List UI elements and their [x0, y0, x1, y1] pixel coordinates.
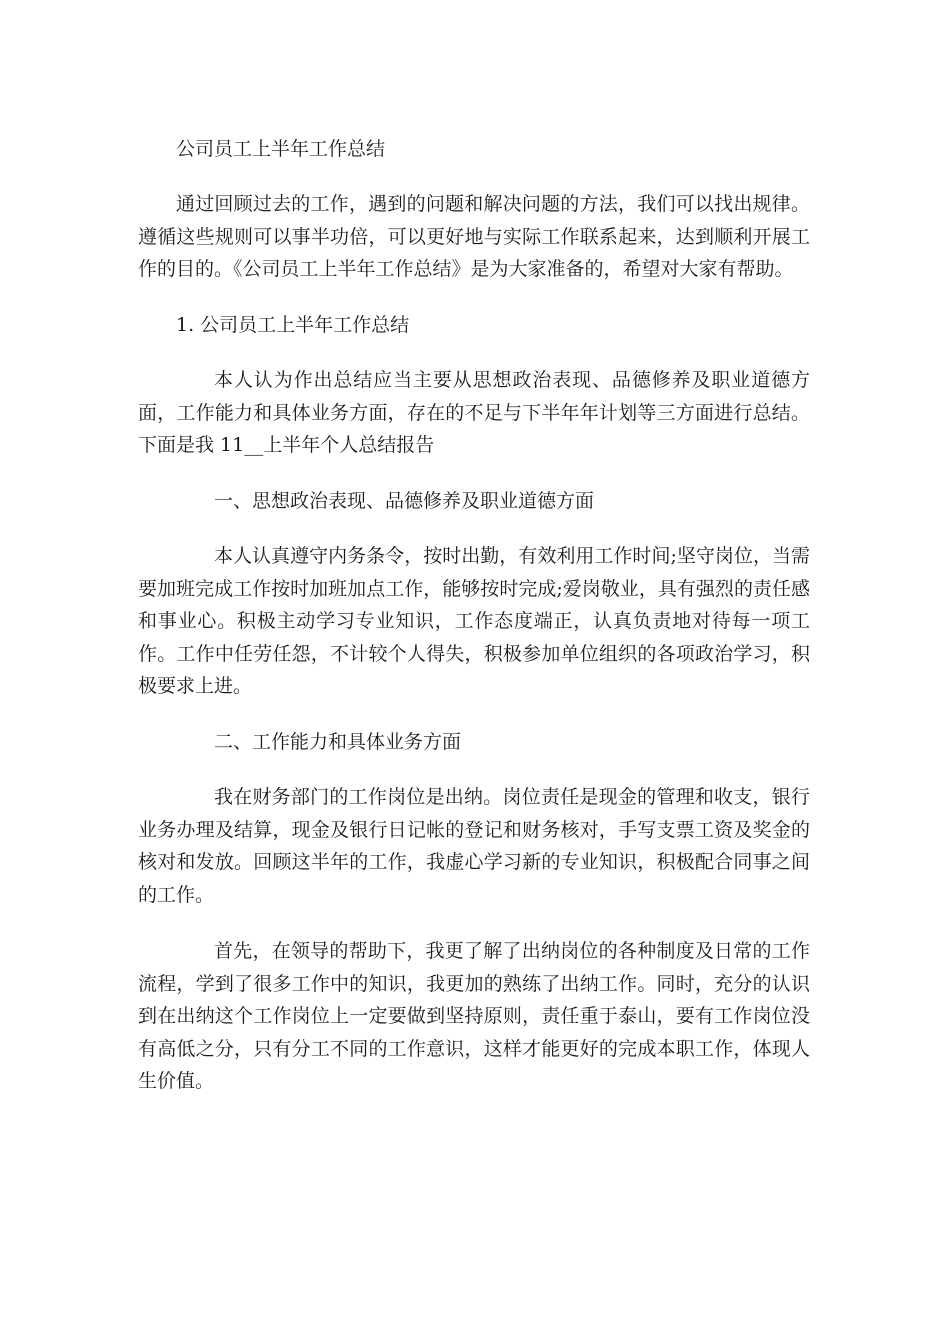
paragraph-political-conduct: 本人认真遵守内务条令，按时出勤，有效利用工作时间;坚守岗位，当需要加班完成工作按时加班加点工作，能够按时完成;爱岗敬业，具有强烈的责任感和事业心。积极主动学习专业知识，工作态度端正，认真负责地对待每一项工作。工作中任劳任怨，不计较个人得失，积极参加单位组织的各项政治学习，积极要求上进。	[138, 545, 810, 697]
heading-work-ability: 二、工作能力和具体业务方面	[214, 731, 462, 753]
paragraph-first-point: 首先，在领导的帮助下，我更了解了出纳岗位的各种制度及日常的工作流程，学到了很多工作中的知识，我更加的熟练了出纳工作。同时，充分的认识到在出纳这个工作岗位上一定要做到坚持原则，责任重于泰山，要有工作岗位没有高低之分，只有分工不同的工作意识，这样才能更好的完成本职工作，体现人生价值。	[138, 940, 810, 1092]
paragraph-cashier-duties: 我在财务部门的工作岗位是出纳。岗位责任是现金的管理和收支，银行业务办理及结算，现金及银行日记帐的登记和财务核对，手写支票工资及奖金的核对和发放。回顾这半年的工作，我虚心学习新的专业知识，积极配合同事之间的工作。	[138, 786, 810, 906]
heading-political-conduct: 一、思想政治表现、品德修养及职业道德方面	[214, 490, 595, 512]
paragraph-overview: 本人认为作出总结应当主要从思想政治表现、品德修养及职业道德方面，工作能力和具体业务方面，存在的不足与下半年年计划等三方面进行总结。下面是我 11__上半年个人总结报告	[138, 369, 810, 456]
document-title: 公司员工上半年工作总结	[176, 138, 386, 160]
intro-paragraph: 通过回顾过去的工作，遇到的问题和解决问题的方法，我们可以找出规律。遵循这些规则可以事半功倍，可以更好地与实际工作联系起来，达到顺利开展工作的目的。《公司员工上半年工作总结》是为大家准备的，希望对大家有帮助。	[138, 193, 810, 280]
section-heading: 1. 公司员工上半年工作总结	[176, 314, 410, 336]
